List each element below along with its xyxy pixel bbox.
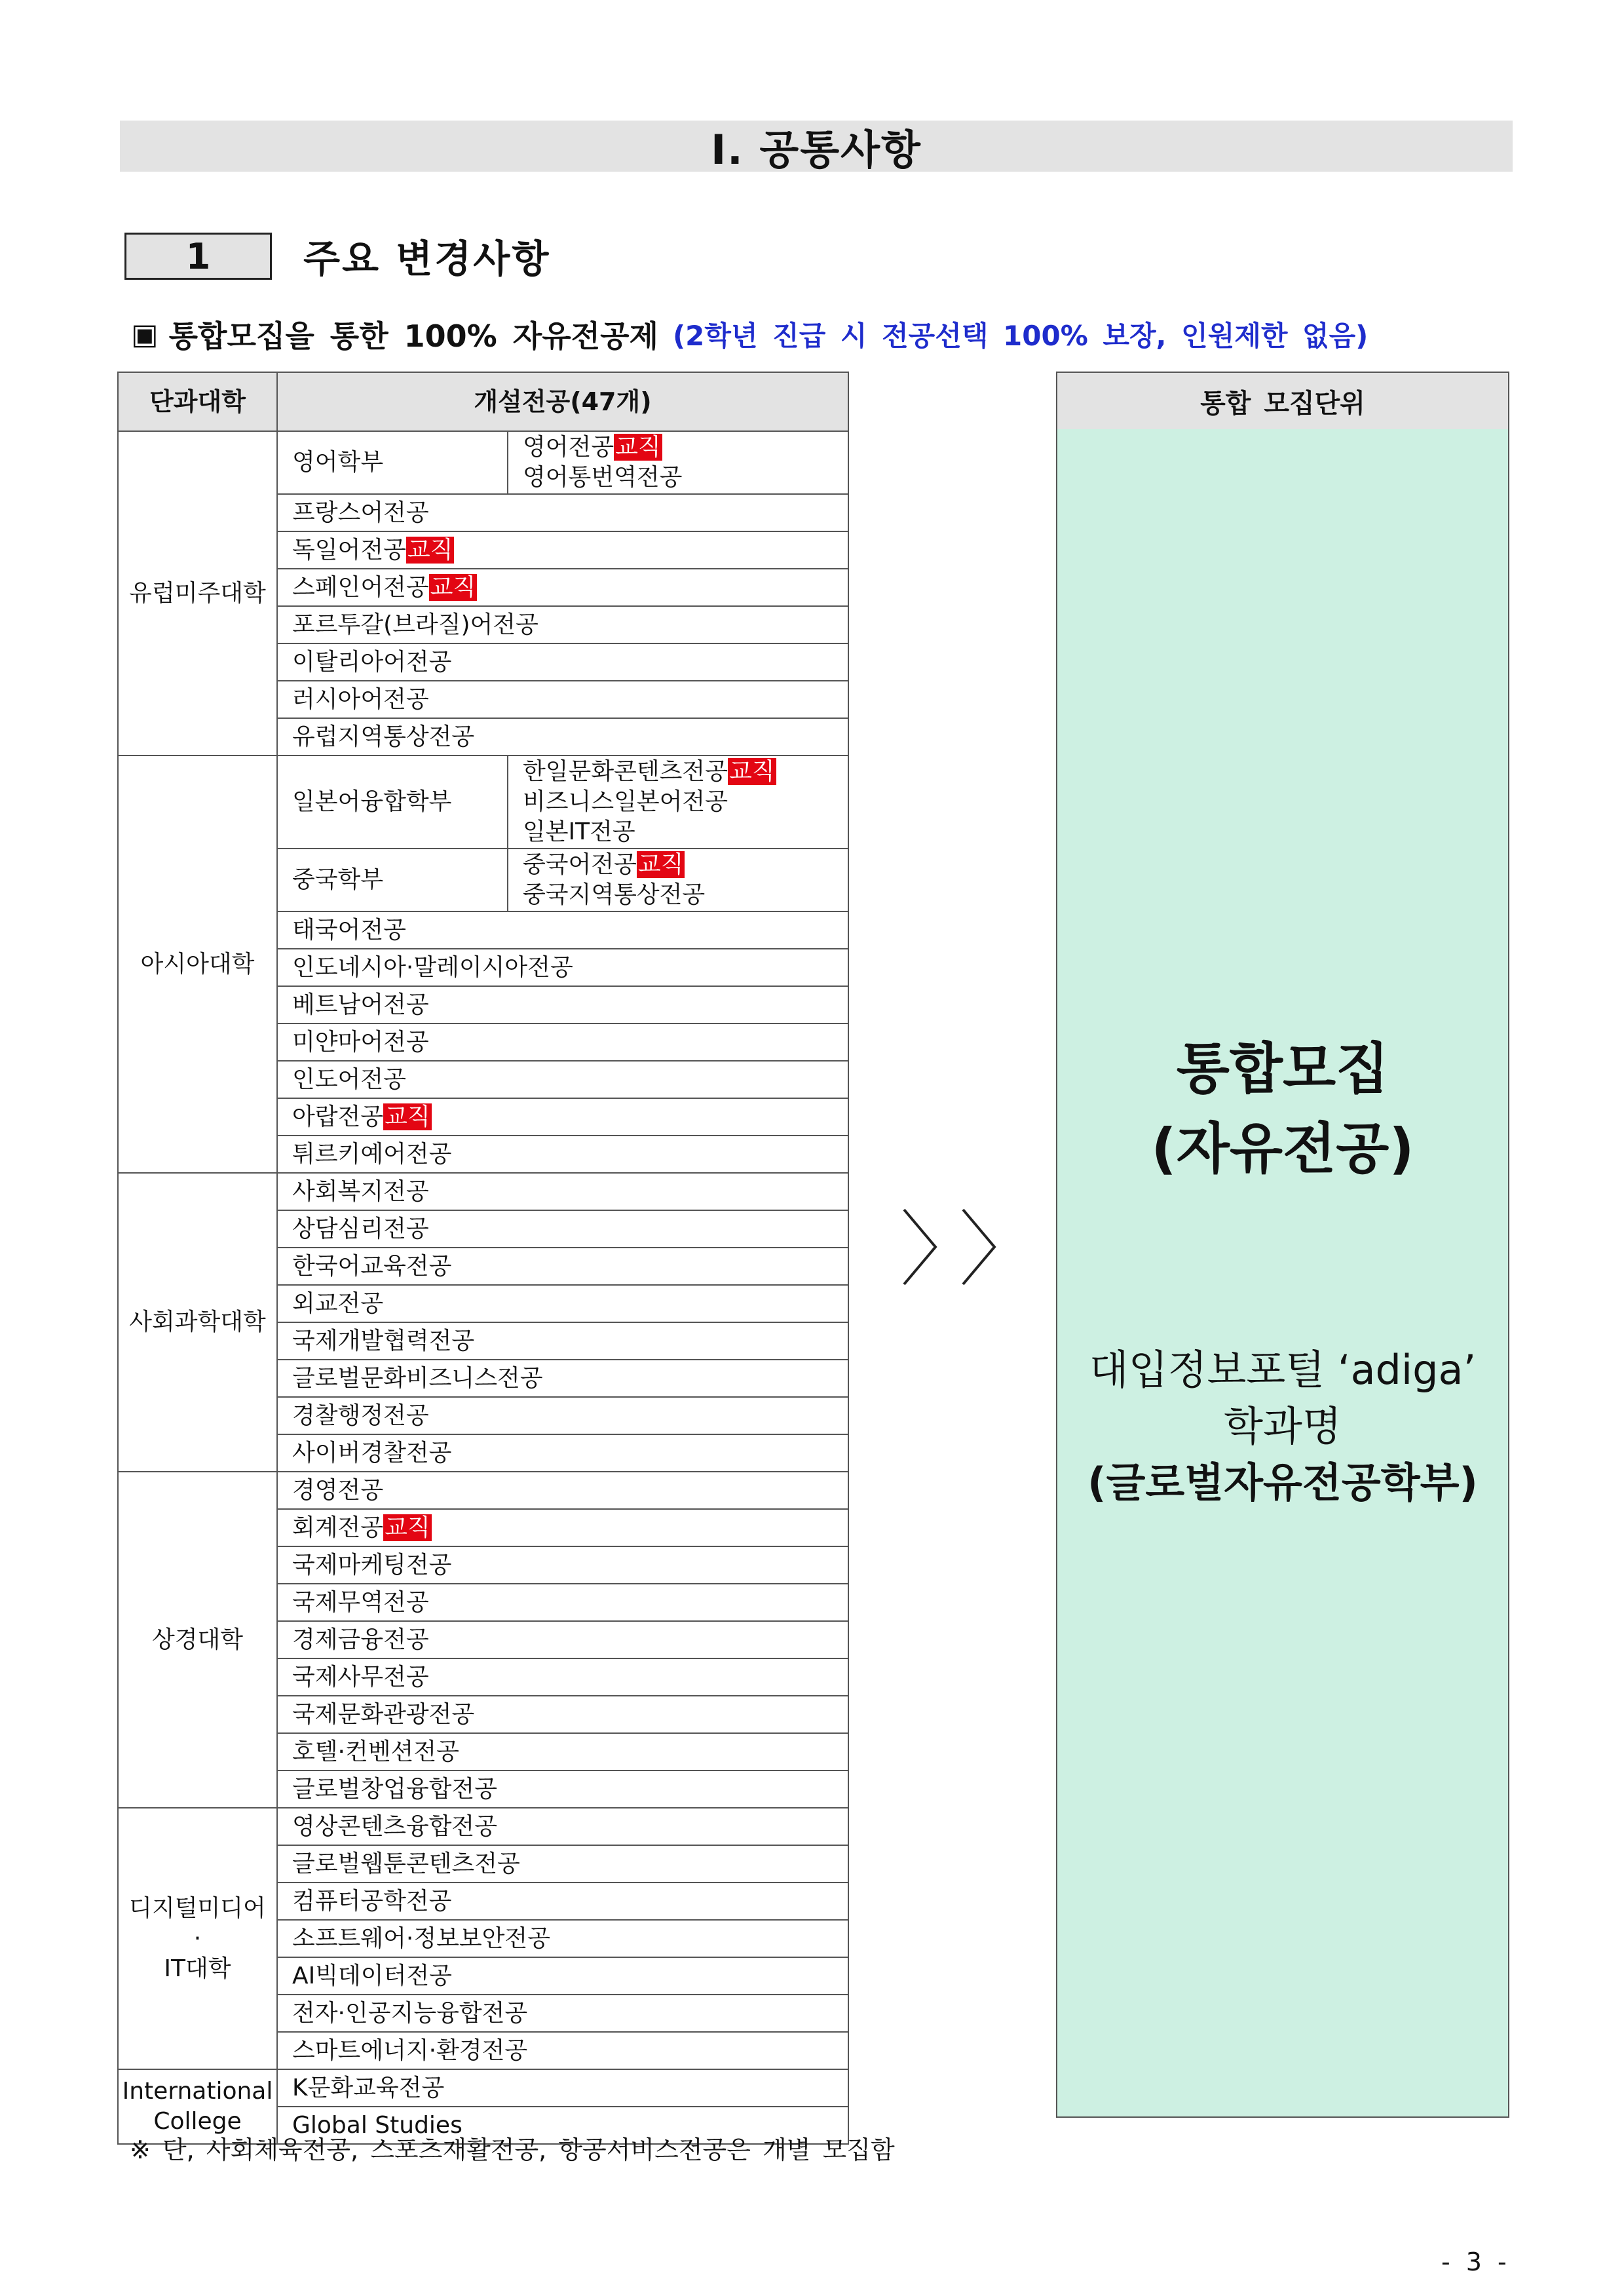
table-row — [118, 2069, 848, 2107]
teacher-cert-badge: 교직 — [637, 851, 684, 878]
major-cell — [277, 1397, 848, 1434]
major-cell — [277, 1434, 848, 1472]
major-cell — [277, 1957, 848, 1995]
major-cell — [277, 1322, 848, 1360]
major-name: 국제무역전공 — [292, 1588, 429, 1616]
teacher-cert-badge: 교직 — [385, 1103, 430, 1130]
major-name: 컴퓨터공학전공 — [292, 1887, 452, 1915]
college-name: International College — [118, 2069, 277, 2144]
major-name: 중국지역통상전공 — [523, 881, 706, 908]
section-title: Ⅰ. 공통사항 — [120, 121, 1513, 172]
major-cell — [277, 1584, 848, 1621]
major-name: 일본IT전공 — [523, 818, 635, 845]
unit-description — [1056, 1342, 1509, 1511]
major-sub-list — [508, 431, 848, 494]
major-cell — [277, 1883, 848, 1920]
major-cell — [277, 2069, 848, 2107]
major-name: 영어전공 — [523, 434, 614, 461]
major-cell — [277, 1210, 848, 1248]
major-name: 베트남어전공 — [292, 991, 429, 1018]
major-name: 호텔·컨벤션전공 — [292, 1738, 459, 1765]
unit-box — [1056, 429, 1509, 2118]
major-table — [117, 372, 849, 2145]
list-item — [523, 432, 848, 463]
major-name: 인도어전공 — [292, 1065, 406, 1093]
major-cell — [277, 986, 848, 1024]
college-name: 상경대학 — [118, 1472, 277, 1808]
major-name: 상담심리전공 — [292, 1215, 429, 1242]
unit-title-line2: (자유전공) — [1151, 1117, 1414, 1181]
major-name: 러시아어전공 — [292, 685, 429, 713]
list-item — [523, 757, 848, 787]
header-college: 단과대학 — [118, 372, 277, 431]
major-name: 국제사무전공 — [292, 1663, 429, 1691]
major-cell — [277, 1770, 848, 1808]
major-name: 스페인어전공 — [292, 573, 429, 601]
major-cell — [277, 1546, 848, 1584]
unit-header: 통합 모집단위 — [1056, 372, 1509, 430]
major-cell — [277, 1061, 848, 1098]
major-cell — [277, 1995, 848, 2032]
major-name: 외교전공 — [292, 1290, 384, 1317]
table-row — [118, 756, 848, 849]
major-cell — [277, 681, 848, 718]
major-name: 국제마케팅전공 — [292, 1551, 452, 1578]
major-cell — [277, 1136, 848, 1173]
major-cell — [277, 1360, 848, 1397]
major-name: 튀르키예어전공 — [292, 1140, 452, 1168]
major-table-body — [118, 431, 848, 2144]
major-cell — [277, 1696, 848, 1733]
major-name: 경제금융전공 — [292, 1626, 429, 1653]
subheading — [131, 311, 1368, 357]
major-cell — [277, 949, 848, 986]
major-cell — [277, 494, 848, 531]
square-marker-icon: ▣ — [131, 317, 159, 351]
header-majors: 개설전공(47개) — [277, 372, 848, 431]
major-name: 사회복지전공 — [292, 1177, 429, 1205]
major-name: 중국어전공 — [523, 851, 637, 878]
major-name: 회계전공 — [292, 1514, 384, 1541]
major-cell — [277, 1808, 848, 1845]
major-name: 포르투갈(브라질)어전공 — [292, 611, 538, 638]
college-name: 유럽미주대학 — [118, 431, 277, 756]
major-cell — [277, 1248, 848, 1285]
college-name: 아시아대학 — [118, 756, 277, 1173]
major-name: 비즈니스일본어전공 — [523, 788, 728, 815]
college-name: 사회과학대학 — [118, 1173, 277, 1472]
major-cell — [277, 911, 848, 949]
major-group: 영어학부 — [277, 431, 508, 494]
teacher-cert-badge: 교직 — [385, 1514, 430, 1541]
major-name: 글로벌웹툰콘텐츠전공 — [292, 1850, 520, 1877]
major-name: AI빅데이터전공 — [292, 1962, 452, 1989]
teacher-cert-badge: 교직 — [728, 758, 775, 785]
list-item — [523, 817, 848, 847]
major-cell — [277, 1285, 848, 1322]
major-cell — [277, 569, 848, 606]
major-cell — [277, 1509, 848, 1546]
unit-title-line1: 통합모집 — [1176, 1037, 1389, 1101]
major-name: 태국어전공 — [292, 916, 406, 944]
footnote: ※ 단, 사회체육전공, 스포츠재활전공, 항공서비스전공은 개별 모집함 — [130, 2135, 895, 2164]
subheading-note: (2학년 진급 시 전공선택 100% 보장, 인원제한 없음) — [672, 320, 1369, 352]
major-name: 스마트에너지·환경전공 — [292, 2037, 528, 2064]
chapter-title: 주요 변경사항 — [303, 237, 551, 281]
major-sub-list — [508, 849, 848, 911]
major-name: 소프트웨어·정보보안전공 — [292, 1924, 550, 1952]
major-group: 중국학부 — [277, 849, 508, 911]
major-cell — [277, 643, 848, 681]
table-row — [118, 431, 848, 494]
list-item — [523, 463, 848, 493]
major-name: 이탈리아어전공 — [292, 648, 452, 676]
major-cell — [277, 531, 848, 569]
major-name: 영상콘텐츠융합전공 — [292, 1812, 497, 1840]
major-name: 국제문화관광전공 — [292, 1700, 475, 1728]
table-row — [118, 1472, 848, 1509]
unit-desc-line2: 학과명 — [1224, 1402, 1342, 1450]
major-cell — [277, 1098, 848, 1136]
table-row — [118, 1173, 848, 1210]
major-cell — [277, 2032, 848, 2069]
major-name: Global Studies — [292, 2111, 463, 2139]
major-name: K문화교육전공 — [292, 2074, 445, 2101]
table-row — [118, 1808, 848, 1845]
major-cell — [277, 1024, 848, 1061]
major-cell — [277, 1621, 848, 1658]
major-cell — [277, 1472, 848, 1509]
major-sub-list — [508, 756, 848, 849]
chapter-number: 1 — [124, 233, 272, 280]
major-cell — [277, 1733, 848, 1770]
table-header-row — [118, 372, 848, 431]
major-group: 일본어융합학부 — [277, 756, 508, 849]
teacher-cert-badge: 교직 — [615, 434, 661, 461]
major-name: 국제개발협력전공 — [292, 1327, 475, 1354]
college-name: 디지털미디어 · IT대학 — [118, 1808, 277, 2069]
major-name: 글로벌문화비즈니스전공 — [292, 1364, 543, 1392]
double-chevron-right-icon — [897, 1204, 1002, 1290]
major-cell — [277, 1845, 848, 1883]
major-name: 인도네시아·말레이시아전공 — [292, 953, 573, 981]
subheading-text: 통합모집을 통한 100% 자유전공제 — [168, 318, 658, 354]
major-name: 경영전공 — [292, 1476, 384, 1504]
list-item — [523, 850, 848, 880]
major-name: 글로벌창업융합전공 — [292, 1775, 497, 1803]
page-number: - 3 - — [1441, 2248, 1511, 2276]
list-item — [523, 880, 848, 910]
major-cell — [277, 1173, 848, 1210]
major-name: 경찰행정전공 — [292, 1402, 429, 1429]
teacher-cert-badge: 교직 — [430, 573, 476, 601]
major-cell — [277, 718, 848, 756]
unit-desc-line1: 대입정보포털 ‘adiga’ — [1089, 1346, 1477, 1394]
unit-desc-line3: (글로벌자유전공학부) — [1087, 1459, 1478, 1506]
major-name: 미얀마어전공 — [292, 1028, 429, 1056]
major-name: 유럽지역통상전공 — [292, 723, 475, 750]
major-name: 독일어전공 — [292, 536, 406, 564]
major-name: 아랍전공 — [292, 1103, 384, 1130]
list-item — [523, 787, 848, 817]
major-name: 프랑스어전공 — [292, 499, 429, 526]
major-name: 영어통번역전공 — [523, 464, 683, 491]
major-name: 전자·인공지능융합전공 — [292, 1999, 528, 2027]
major-cell — [277, 1920, 848, 1957]
major-cell — [277, 606, 848, 643]
teacher-cert-badge: 교직 — [407, 536, 453, 564]
major-cell — [277, 1658, 848, 1696]
unit-title — [1056, 1029, 1509, 1189]
major-name: 사이버경찰전공 — [292, 1439, 452, 1466]
major-name: 한일문화콘텐츠전공 — [523, 758, 728, 785]
major-name: 한국어교육전공 — [292, 1252, 452, 1280]
